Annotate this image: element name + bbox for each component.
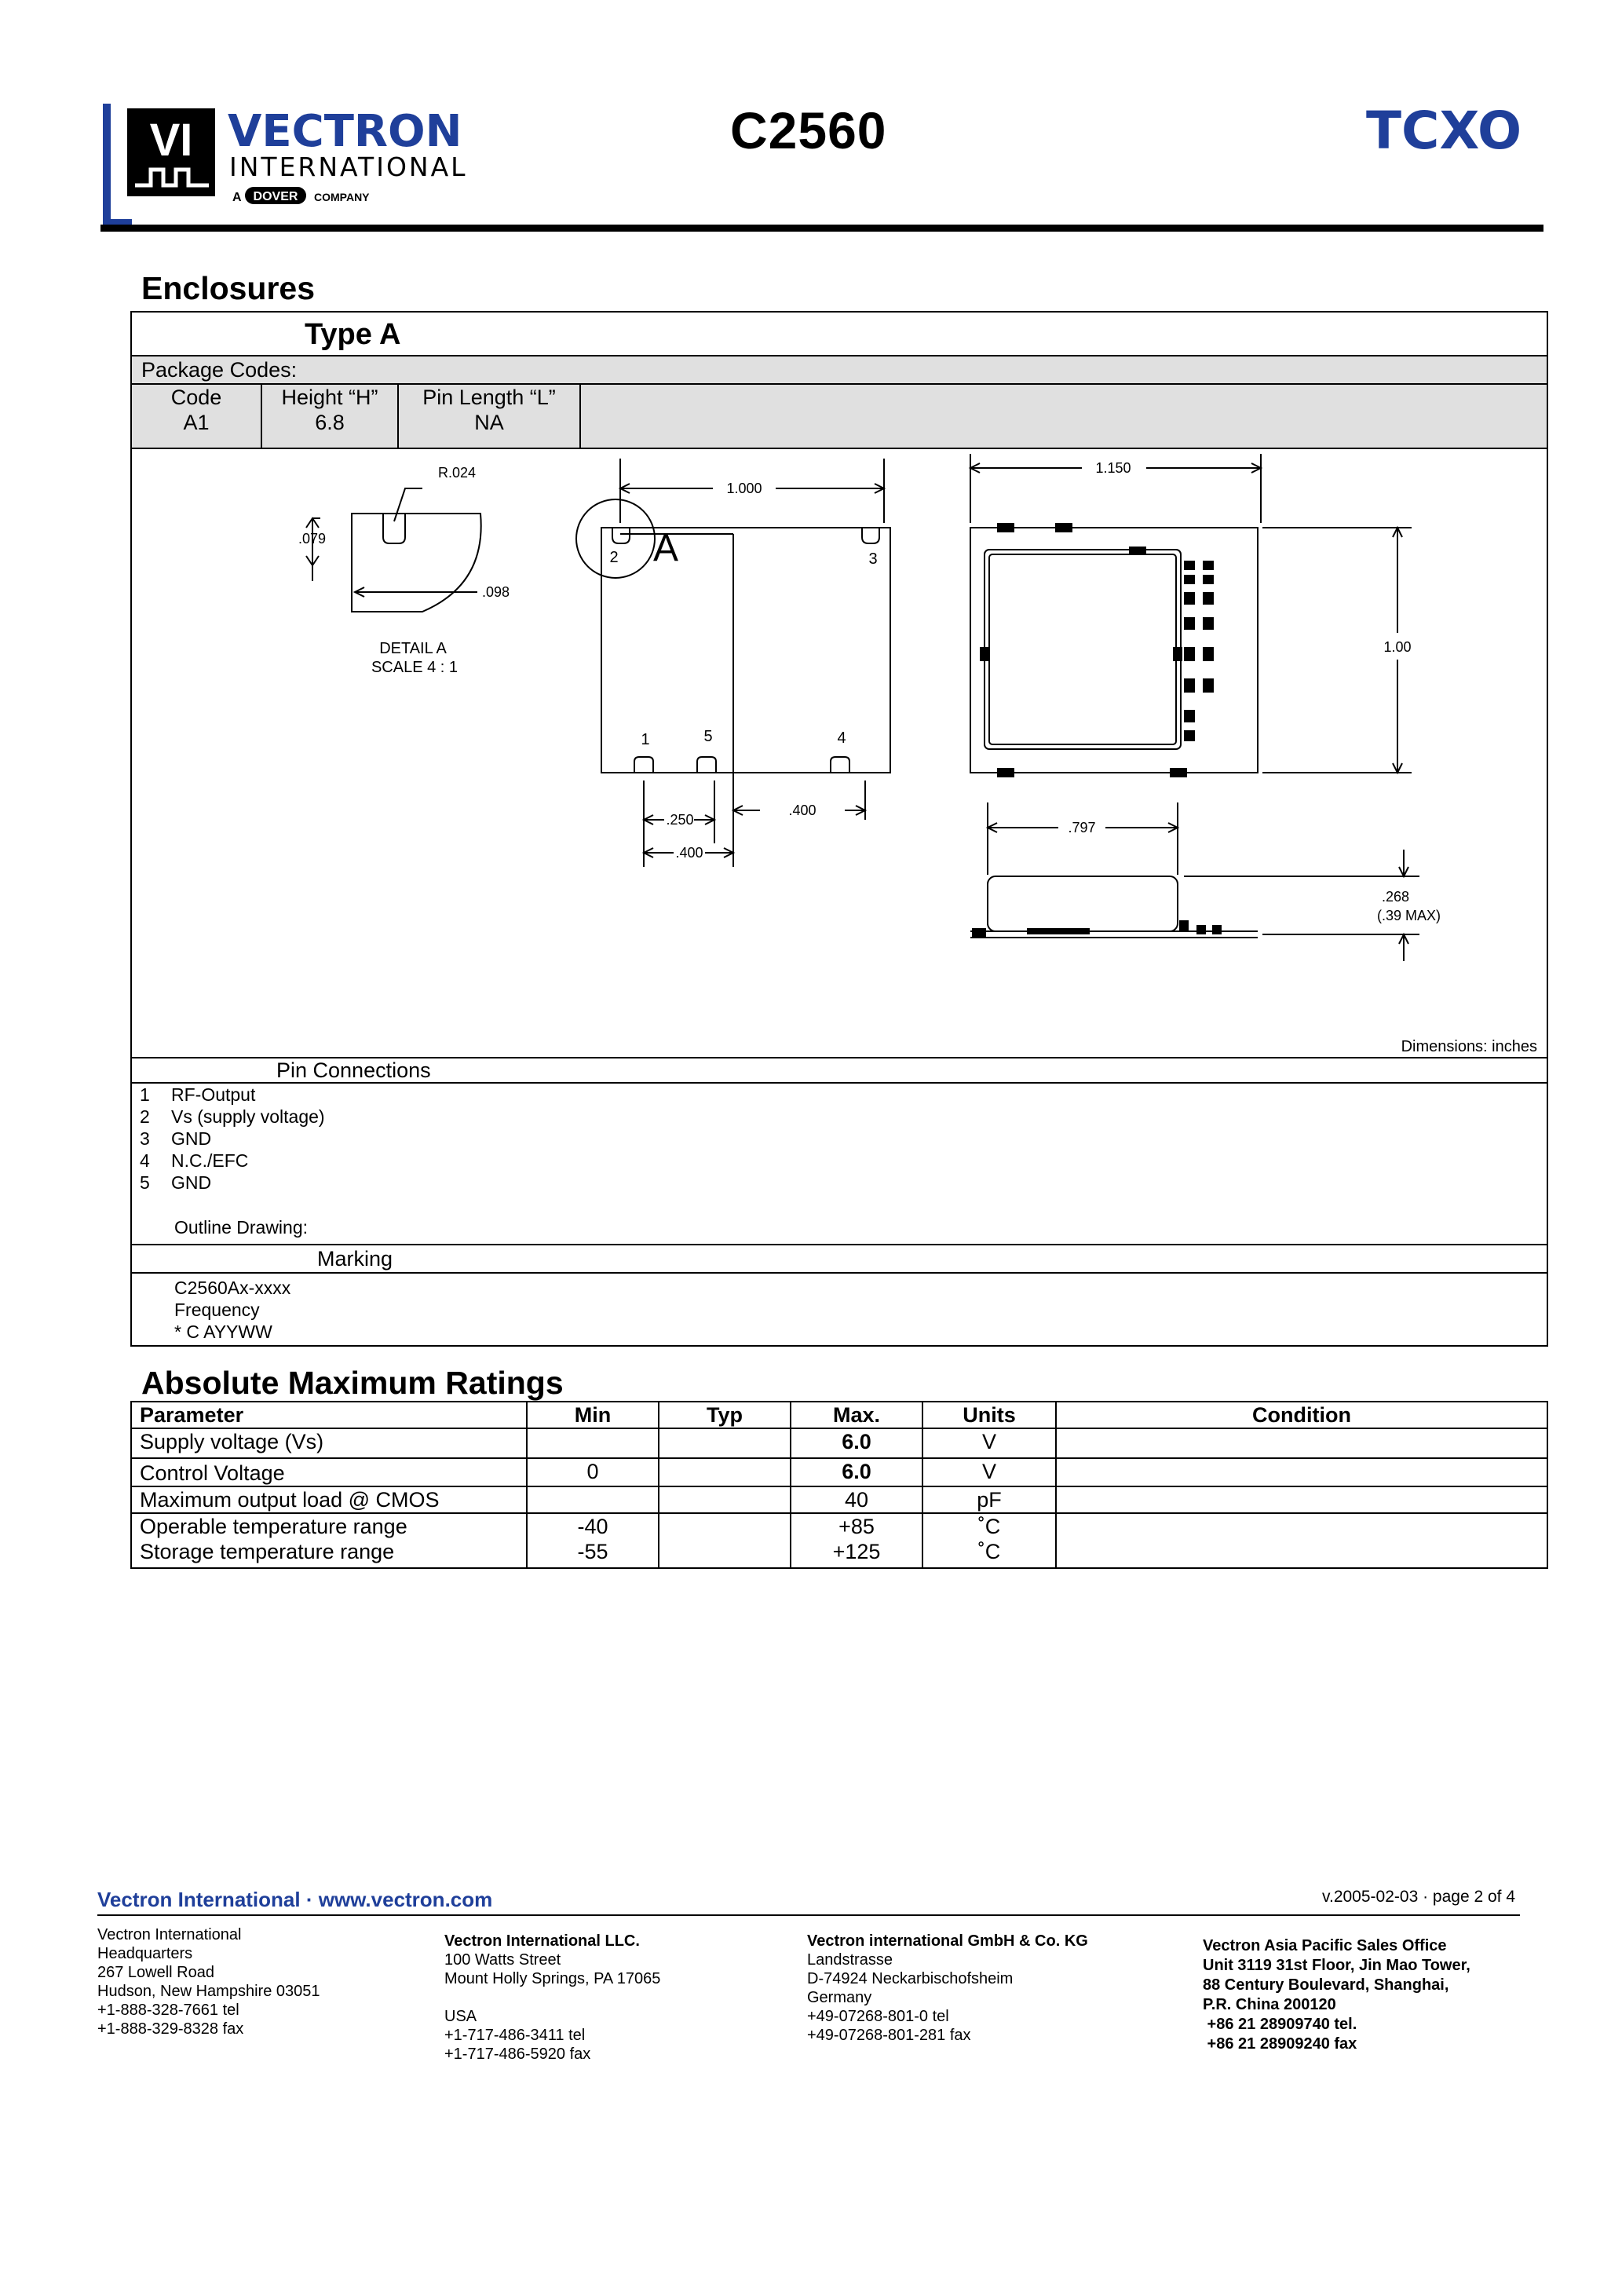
vectron-logo xyxy=(100,97,509,231)
divider xyxy=(132,1272,1547,1274)
param-cell: Supply voltage (Vs) xyxy=(131,1428,527,1458)
pin-number-label: 2 xyxy=(609,549,619,566)
detail-caption: DETAIL A xyxy=(379,640,447,657)
typ-cell xyxy=(659,1539,791,1568)
marking-line: C2560Ax-xxxx xyxy=(174,1278,291,1298)
column-header: Units xyxy=(922,1402,1056,1428)
table-row xyxy=(131,1513,1547,1539)
units-cell: ˚C xyxy=(922,1539,1056,1568)
address-line: 100 Watts Street xyxy=(444,1951,561,1969)
footer-version: v.2005-02-03 · page 2 of 4 xyxy=(1322,1888,1515,1906)
pin-number-label: 4 xyxy=(837,729,846,747)
pin-number: 3 xyxy=(140,1128,150,1149)
dimensions-note: Dimensions: inches xyxy=(1401,1038,1537,1055)
marking-list xyxy=(174,1277,290,1343)
ratings-table xyxy=(130,1401,1548,1569)
address-title: Vectron international GmbH & Co. KG xyxy=(807,1932,1088,1950)
dim-label: 1.00 xyxy=(1383,639,1412,655)
address-line: D-74924 Neckarbischofsheim xyxy=(807,1970,1014,1987)
package-codes-label: Package Codes: xyxy=(141,358,298,382)
min-cell: -40 xyxy=(527,1513,659,1539)
table-header-row xyxy=(131,1402,1547,1428)
address-line: Landstrasse xyxy=(807,1951,893,1969)
max-cell: +85 xyxy=(791,1513,922,1539)
detail-marker: A xyxy=(653,528,679,569)
dim-label: .098 xyxy=(482,584,510,600)
marking-line: * C AYYWW xyxy=(174,1322,272,1342)
address-line: Unit 3119 31st Floor, Jin Mao Tower, xyxy=(1203,1957,1470,1974)
footer-address-hq xyxy=(97,1925,320,2038)
column-header: Typ xyxy=(659,1402,791,1428)
units-cell: ˚C xyxy=(922,1513,1056,1539)
condition-cell xyxy=(1056,1486,1547,1513)
address-line: +1-888-329-8328 fax xyxy=(97,2020,244,2038)
condition-cell xyxy=(1056,1513,1547,1539)
address-line: +86 21 28909740 tel. xyxy=(1203,2016,1357,2033)
divider xyxy=(132,1244,1547,1245)
logo-tagline-company: COMPANY xyxy=(314,191,370,203)
column-header: Min xyxy=(527,1402,659,1428)
ratings-title: Absolute Maximum Ratings xyxy=(141,1365,564,1401)
min-cell xyxy=(527,1486,659,1513)
address-line xyxy=(444,1988,660,2007)
footer-company-line xyxy=(97,1888,492,1912)
param-cell: Operable temperature range xyxy=(140,1515,407,1538)
pin-connections-label: Pin Connections xyxy=(276,1058,431,1082)
pin-number: 2 xyxy=(140,1106,150,1127)
address-line: +49-07268-801-281 fax xyxy=(807,2027,971,2044)
units-cell: pF xyxy=(922,1486,1056,1513)
pin-name: Vs (supply voltage) xyxy=(171,1106,325,1127)
pin-name: GND xyxy=(171,1128,212,1149)
logo-tagline-a: A xyxy=(232,191,242,204)
param-cell: Maximum output load @ CMOS xyxy=(131,1486,527,1513)
condition-cell xyxy=(1056,1458,1547,1486)
address-line: Headquarters xyxy=(97,1945,193,1962)
address-line: Vectron International xyxy=(97,1926,242,1943)
type-a-label: Type A xyxy=(305,318,401,351)
list-item xyxy=(140,1106,325,1128)
footer-rule xyxy=(97,1914,1520,1916)
address-line: +49-07268-801-0 tel xyxy=(807,2008,949,2025)
dim-label: .079 xyxy=(298,531,327,547)
column-header: Condition xyxy=(1056,1402,1547,1428)
dim-label: 1.150 xyxy=(1095,460,1131,476)
enclosures-title: Enclosures xyxy=(141,270,316,306)
footer-address-usa xyxy=(444,1932,660,2064)
units-cell: V xyxy=(922,1428,1056,1458)
dim-label: (.39 MAX) xyxy=(1377,908,1441,923)
list-item xyxy=(140,1128,325,1150)
package-blank-col xyxy=(579,383,1547,449)
address-line: Hudson, New Hampshire 03051 xyxy=(97,1983,320,2000)
pin-number: 1 xyxy=(140,1084,150,1105)
pin-number: 4 xyxy=(140,1150,150,1171)
footer-address-germany xyxy=(807,1932,1088,2045)
column-header: Parameter xyxy=(131,1402,527,1428)
address-line: Vectron Asia Pacific Sales Office xyxy=(1203,1937,1447,1954)
address-line: Germany xyxy=(807,1989,872,2006)
package-height-col xyxy=(261,383,397,449)
logo-mark: VI xyxy=(149,115,193,166)
detail-caption: SCALE 4 : 1 xyxy=(371,659,458,676)
condition-cell xyxy=(1056,1428,1547,1458)
marking-label: Marking xyxy=(317,1247,393,1270)
pin-number-label: 3 xyxy=(868,550,878,568)
address-line: 88 Century Boulevard, Shanghai, xyxy=(1203,1976,1449,1994)
logo-tagline-dover: DOVER xyxy=(253,190,298,203)
package-col-value: 6.8 xyxy=(315,411,345,434)
param-cell: Storage temperature range xyxy=(140,1540,395,1563)
package-col-header: Pin Length “L” xyxy=(422,386,556,409)
address-line: +1-888-328-7661 tel xyxy=(97,2002,239,2019)
package-pin-length-col xyxy=(397,383,579,449)
pin-name: GND xyxy=(171,1172,212,1193)
pin-number-label: 1 xyxy=(641,731,650,748)
address-line: +1-717-486-3411 tel xyxy=(444,2027,586,2044)
package-col-value: NA xyxy=(474,411,504,434)
package-code-col xyxy=(132,383,261,449)
dim-label: .400 xyxy=(675,845,703,861)
footer-address-asia xyxy=(1203,1936,1470,2054)
dim-label: R.024 xyxy=(438,465,477,481)
divider xyxy=(132,1082,1547,1084)
header-rule xyxy=(100,225,1543,232)
table-row xyxy=(131,1539,1547,1568)
pin-list xyxy=(140,1084,325,1194)
units-cell: V xyxy=(922,1458,1056,1486)
min-cell: 0 xyxy=(527,1458,659,1486)
max-cell: 40 xyxy=(791,1486,922,1513)
list-item xyxy=(140,1084,325,1106)
condition-cell xyxy=(1056,1539,1547,1568)
divider xyxy=(132,448,1547,449)
dim-label: 1.000 xyxy=(726,481,762,496)
max-cell: 6.0 xyxy=(791,1458,922,1486)
address-line: P.R. China 200120 xyxy=(1203,1996,1336,2013)
package-col-header: Height “H” xyxy=(281,386,378,409)
logo-sub: INTERNATIONAL xyxy=(229,152,468,182)
footer-company: Vectron International xyxy=(97,1888,301,1911)
pin-number: 5 xyxy=(140,1172,150,1193)
dim-label: .250 xyxy=(666,812,694,828)
marking-line: Frequency xyxy=(174,1300,260,1320)
pin-name: RF-Output xyxy=(171,1084,256,1105)
table-row xyxy=(131,1458,1547,1486)
table-row xyxy=(131,1428,1547,1458)
address-title: Vectron International LLC. xyxy=(444,1932,640,1950)
outline-drawing-label: Outline Drawing: xyxy=(174,1217,309,1238)
table-row xyxy=(131,1486,1547,1513)
list-item xyxy=(140,1150,325,1172)
typ-cell xyxy=(659,1458,791,1486)
param-cell: Control Voltage xyxy=(131,1458,527,1486)
dim-label: .400 xyxy=(788,803,816,818)
product-type: TCXO xyxy=(1366,101,1522,161)
typ-cell xyxy=(659,1428,791,1458)
column-header: Max. xyxy=(791,1402,922,1428)
dim-label: .268 xyxy=(1382,889,1410,905)
address-line: +86 21 28909240 fax xyxy=(1203,2035,1357,2053)
min-cell xyxy=(527,1428,659,1458)
typ-cell xyxy=(659,1513,791,1539)
footer-separator: · xyxy=(300,1888,319,1911)
max-cell: 6.0 xyxy=(791,1428,922,1458)
address-line: +1-717-486-5920 fax xyxy=(444,2046,591,2063)
typ-cell xyxy=(659,1486,791,1513)
footer-website-link[interactable]: www.vectron.com xyxy=(318,1888,493,1911)
max-cell: +125 xyxy=(791,1539,922,1568)
address-line: USA xyxy=(444,2008,477,2025)
pin-name: N.C./EFC xyxy=(171,1150,249,1171)
dim-label: .797 xyxy=(1068,820,1096,835)
outline-drawing xyxy=(132,451,1547,1018)
document-title: C2560 xyxy=(730,101,887,159)
list-item xyxy=(140,1172,325,1194)
address-line: 267 Lowell Road xyxy=(97,1964,214,1981)
logo-name: VECTRON xyxy=(228,106,462,157)
pin-number-label: 5 xyxy=(703,728,713,745)
package-col-header: Code xyxy=(170,386,222,409)
package-col-value: A1 xyxy=(183,411,210,434)
enclosure-box xyxy=(130,311,1548,1347)
min-cell: -55 xyxy=(527,1539,659,1568)
address-line: Mount Holly Springs, PA 17065 xyxy=(444,1970,661,1987)
